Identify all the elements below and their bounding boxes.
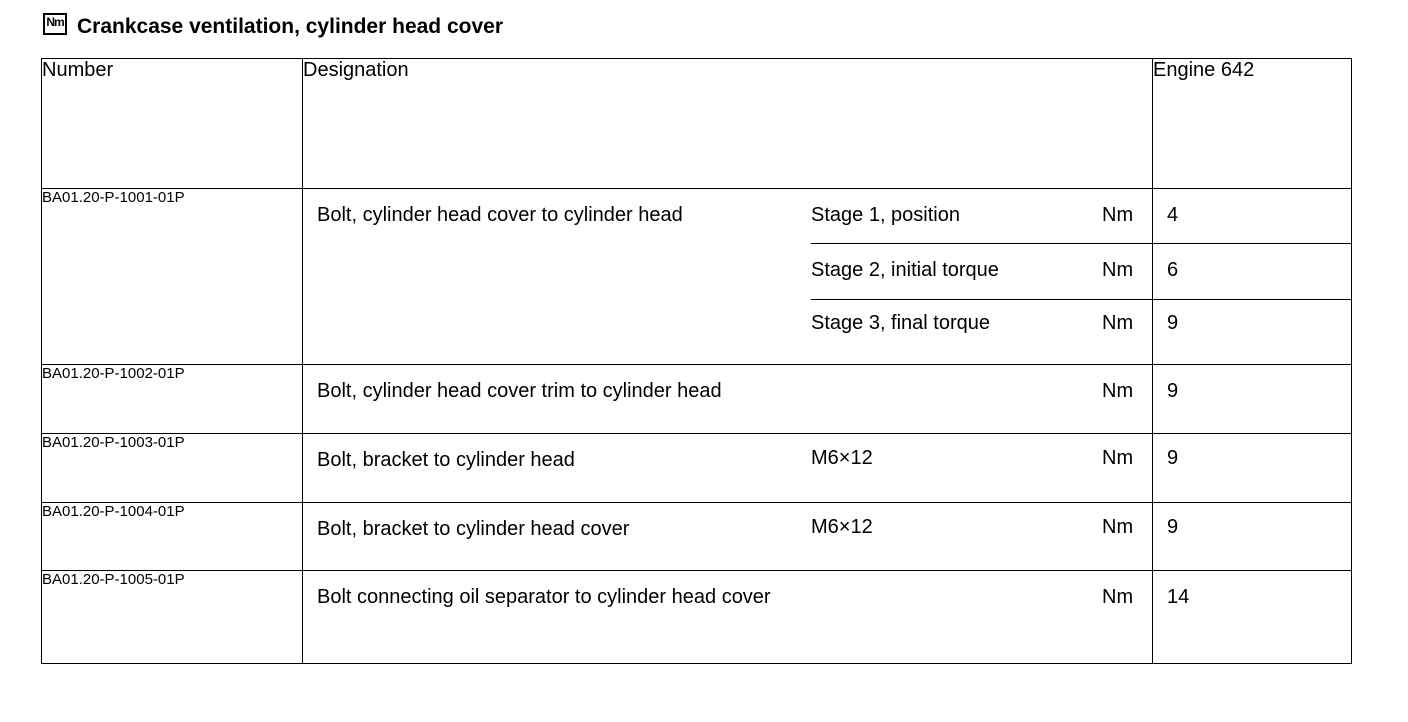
stage-label: M6×12	[811, 447, 873, 469]
stage-label: Stage 2, initial torque	[811, 259, 999, 281]
part-number: BA01.20-P-1002-01P	[42, 365, 303, 434]
unit-label: Nm	[1102, 312, 1134, 334]
stage-label: Stage 3, final torque	[811, 312, 991, 334]
torque-value: 6	[1153, 243, 1351, 299]
designation-cell	[303, 434, 1153, 503]
unit-label: Nm	[1102, 204, 1134, 226]
part-number: BA01.20-P-1001-01P	[42, 189, 303, 365]
torque-value: 9	[1153, 299, 1351, 364]
torque-nm-icon	[43, 13, 67, 35]
stage-list	[811, 434, 1152, 473]
stage-item	[811, 503, 1152, 540]
torque-value-cell	[1153, 189, 1352, 365]
torque-value: 9	[1167, 447, 1179, 469]
table-header-row	[42, 59, 1352, 189]
stage-list	[811, 365, 1152, 404]
table-row	[42, 365, 1352, 434]
unit-label: Nm	[1102, 516, 1134, 538]
torque-value-cell	[1153, 365, 1352, 434]
designation-text: Bolt, bracket to cylinder head	[317, 449, 575, 471]
unit-label: Nm	[1102, 380, 1134, 402]
column-header-designation: Designation	[303, 59, 1153, 189]
designation-text: Bolt, bracket to cylinder head cover	[317, 518, 630, 540]
stage-label: M6×12	[811, 516, 873, 538]
designation-text: Bolt connecting oil separator to cylinder head cover	[317, 586, 771, 608]
torque-value: 4	[1167, 204, 1179, 226]
stage-label: Stage 1, position	[811, 204, 960, 226]
torque-value-cell	[1153, 434, 1352, 503]
stage-list	[811, 571, 1152, 610]
stage-item	[811, 189, 1152, 243]
table-row	[42, 189, 1352, 365]
designation-cell	[303, 571, 1153, 664]
part-number: BA01.20-P-1003-01P	[42, 434, 303, 503]
table-row	[42, 503, 1352, 571]
table-row	[42, 571, 1352, 664]
torque-spec-table	[41, 58, 1352, 664]
unit-label: Nm	[1102, 259, 1134, 281]
column-header-number: Number	[42, 59, 303, 189]
table-row	[42, 434, 1352, 503]
stage-item	[811, 243, 1152, 299]
stage-item	[811, 571, 1152, 610]
designation-cell	[303, 503, 1153, 571]
page-header	[43, 11, 503, 41]
torque-value: 14	[1167, 586, 1190, 608]
column-header-engine: Engine 642	[1153, 59, 1352, 189]
page-title: Crankcase ventilation, cylinder head cover	[77, 15, 504, 38]
unit-label: Nm	[1102, 586, 1134, 608]
torque-icon-label: Nm	[46, 15, 64, 29]
stage-list	[811, 503, 1152, 542]
designation-cell	[303, 365, 1153, 434]
part-number: BA01.20-P-1005-01P	[42, 571, 303, 664]
stage-label	[811, 584, 1102, 610]
designation-cell	[303, 189, 1153, 365]
stage-item	[811, 365, 1152, 404]
designation-text: Bolt, cylinder head cover to cylinder head	[317, 204, 683, 226]
torque-value-cell	[1153, 503, 1352, 571]
torque-value: 9	[1167, 380, 1179, 402]
unit-label: Nm	[1102, 447, 1134, 469]
stage-item	[811, 434, 1152, 471]
stage-item	[811, 299, 1152, 364]
torque-value-cell	[1153, 571, 1352, 664]
stage-list	[811, 189, 1152, 364]
torque-value: 9	[1167, 516, 1179, 538]
designation-text: Bolt, cylinder head cover trim to cylinder head	[317, 380, 722, 402]
stage-label	[811, 378, 1102, 404]
part-number: BA01.20-P-1004-01P	[42, 503, 303, 571]
